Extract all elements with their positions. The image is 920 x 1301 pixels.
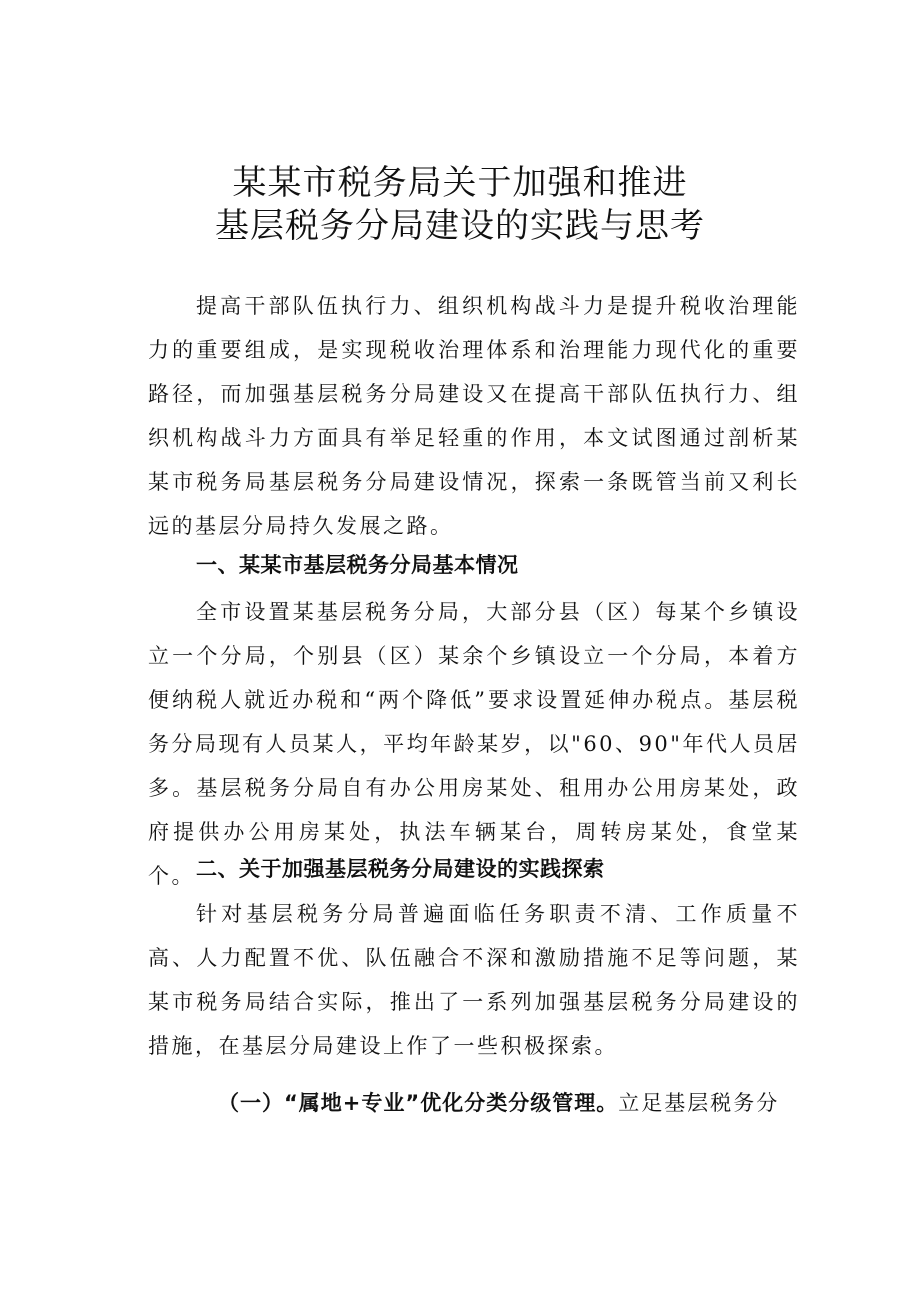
subsection-1 <box>218 1087 818 1117</box>
section-2-paragraph: 针对基层税务分局普遍面临任务职责不清、工作质量不高、人力配置不优、队伍融合不深和激励措施不足等问题，某某市税务局结合实际，推出了一系列加强基层税务分局建设的措施，在基层分局建设上作了一些积极探索。 <box>148 902 800 1058</box>
intro-paragraph: 提高干部队伍执行力、组织机构战斗力是提升税收治理能力的重要组成，是实现税收治理体系和治理能力现代化的重要路径，而加强基层税务分局建设又在提高干部队伍执行力、组织机构战斗力方面具有举足轻重的作用，本文试图通过剖析某某市税务局基层税务分局建设情况，探索一条既管当前又利长远的基层分局持久发展之路。 <box>148 294 800 538</box>
document-title-line-2: 基层税务分局建设的实践与思考 <box>215 206 705 246</box>
document-title-line-1: 某某市税务局关于加强和推进 <box>232 163 688 203</box>
section-1-heading: 一、某某市基层税务分局基本情况 <box>196 553 519 577</box>
subsection-1-text: 立足基层税务分 <box>618 1091 780 1115</box>
subsection-1-heading: （一）“属地+专业”优化分类分级管理。 <box>218 1091 619 1115</box>
section-1-paragraph: 全市设置某基层税务分局，大部分县（区）每某个乡镇设立一个分局，个别县（区）某余个乡镇设立一个分局，本着方便纳税人就近办税和“两个降低”要求设置延伸办税点。基层税务分局现有人员某人，平均年龄某岁，以"60、90"年代人员居多。基层税务分局自有办公用房某处、租用办公用房某处，政府提供办公用房某处，执法车辆某台，周转房某处，食堂某个。 <box>148 600 800 888</box>
section-2-heading: 二、关于加强基层税务分局建设的实践探索 <box>196 857 605 881</box>
